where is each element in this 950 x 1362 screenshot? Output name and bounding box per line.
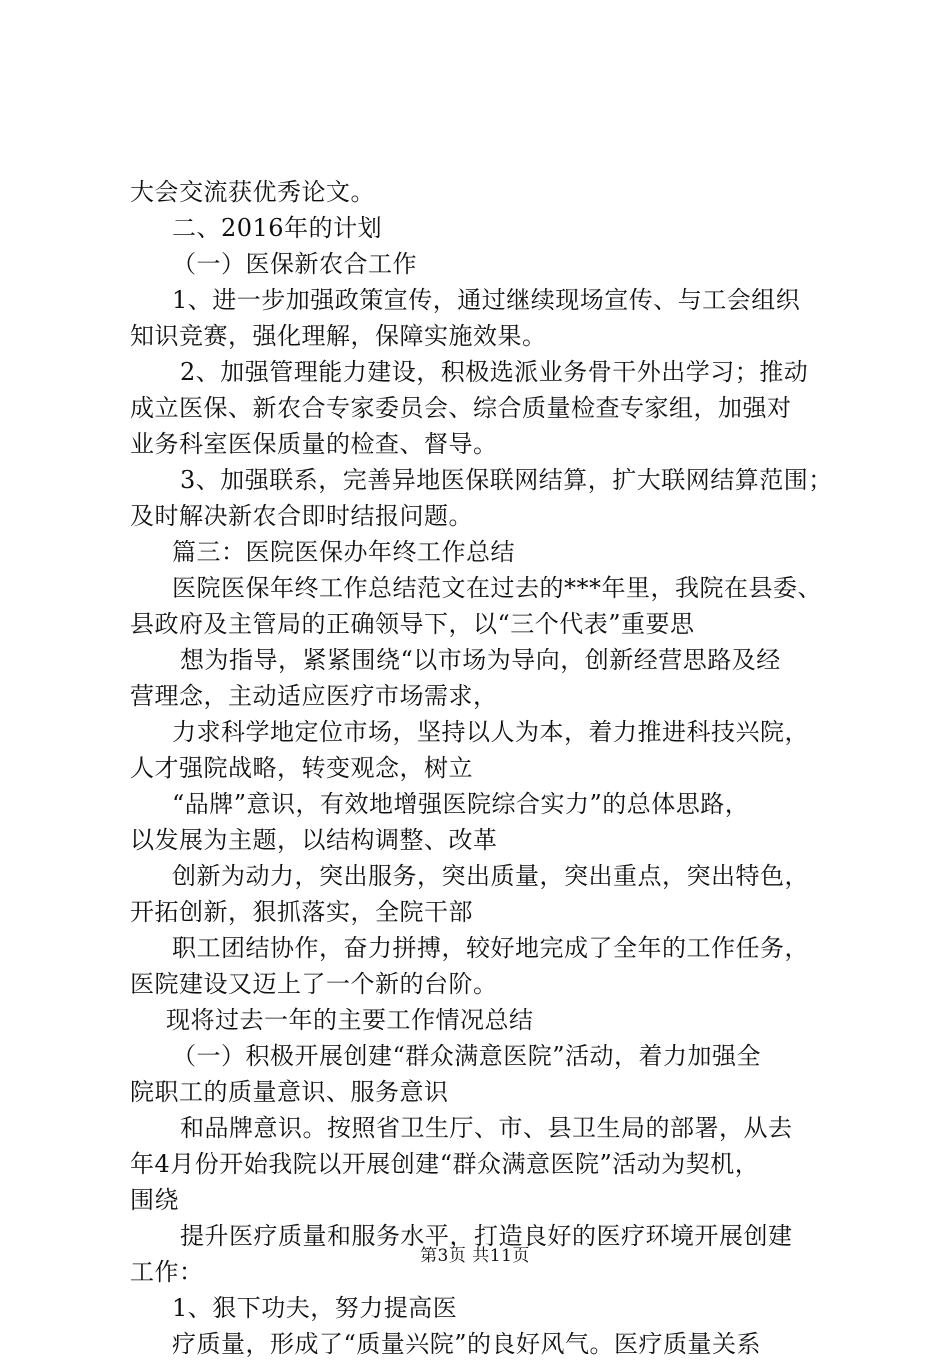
text-line: “品牌”意识，有效地增强医院综合实力”的总体思路， (172, 790, 750, 818)
text-line: 1、狠下功夫，努力提高医 (172, 1294, 458, 1322)
text-line: 大会交流获优秀论文。 (130, 178, 375, 206)
text-line: 职工团结协作，奋力拼搏，较好地完成了全年的工作任务， (172, 934, 809, 962)
text-line: 县政府及主管局的正确领导下，以“三个代表”重要思 (130, 610, 695, 638)
text-line: 创新为动力，突出服务，突出质量，突出重点，突出特色， (172, 862, 809, 890)
text-line: 疗质量，形成了“质量兴院”的良好风气。医疗质量关系 (172, 1330, 762, 1358)
text-line: 业务科室医保质量的检查、督导。 (130, 430, 498, 458)
chapter-heading: 篇三：医院医保办年终工作总结 (172, 538, 515, 566)
document-body (130, 174, 842, 1362)
text-line: 1、进一步加强政策宣传，通过继续现场宣传、与工会组织 (172, 286, 801, 314)
text-line: 知识竞赛，强化理解，保障实施效果。 (130, 322, 547, 350)
subsection-heading: （一）医保新农合工作 (172, 250, 417, 278)
text-line: 营理念，主动适应医疗市场需求， (130, 682, 498, 710)
text-line: 院职工的质量意识、服务意识 (130, 1078, 449, 1106)
text-line: 工作： (130, 1258, 204, 1286)
text-line: 医院医保年终工作总结范文在过去的***年里，我院在县委、 (172, 574, 822, 602)
page-number-footer: 第3页 共11页 (420, 1246, 530, 1266)
text-line: 3、加强联系，完善异地医保联网结算，扩大联网结算范围； (180, 466, 833, 494)
section-heading: 二、2016年的计划 (172, 214, 383, 242)
text-line: 年4月份开始我院以开展创建“群众满意医院”活动为契机， (130, 1150, 760, 1178)
text-line: 围绕 (130, 1186, 179, 1214)
text-line: 2、加强管理能力建设，积极选派业务骨干外出学习；推动 (180, 358, 809, 386)
text-line: 开拓创新，狠抓落实，全院干部 (130, 898, 473, 926)
text-line: 想为指导，紧紧围绕“以市场为导向，创新经营思路及经 (180, 646, 781, 674)
text-line: 力求科学地定位市场，坚持以人为本，着力推进科技兴院， (172, 718, 809, 746)
text-line: 提升医疗质量和服务水平，打造良好的医疗环境开展创建 (180, 1222, 793, 1250)
text-line: 及时解决新农合即时结报问题。 (130, 502, 473, 530)
text-line: 医院建设又迈上了一个新的台阶。 (130, 970, 498, 998)
text-line: 和品牌意识。按照省卫生厅、市、县卫生局的部署，从去 (180, 1114, 793, 1142)
text-line: 人才强院战略，转变观念，树立 (130, 754, 473, 782)
text-line: 现将过去一年的主要工作情况总结 (166, 1006, 534, 1034)
text-line: 以发展为主题，以结构调整、改革 (130, 826, 498, 854)
text-line: 成立医保、新农合专家委员会、综合质量检查专家组，加强对 (130, 394, 792, 422)
subsection-heading: （一）积极开展创建“群众满意医院”活动，着力加强全 (172, 1042, 762, 1070)
